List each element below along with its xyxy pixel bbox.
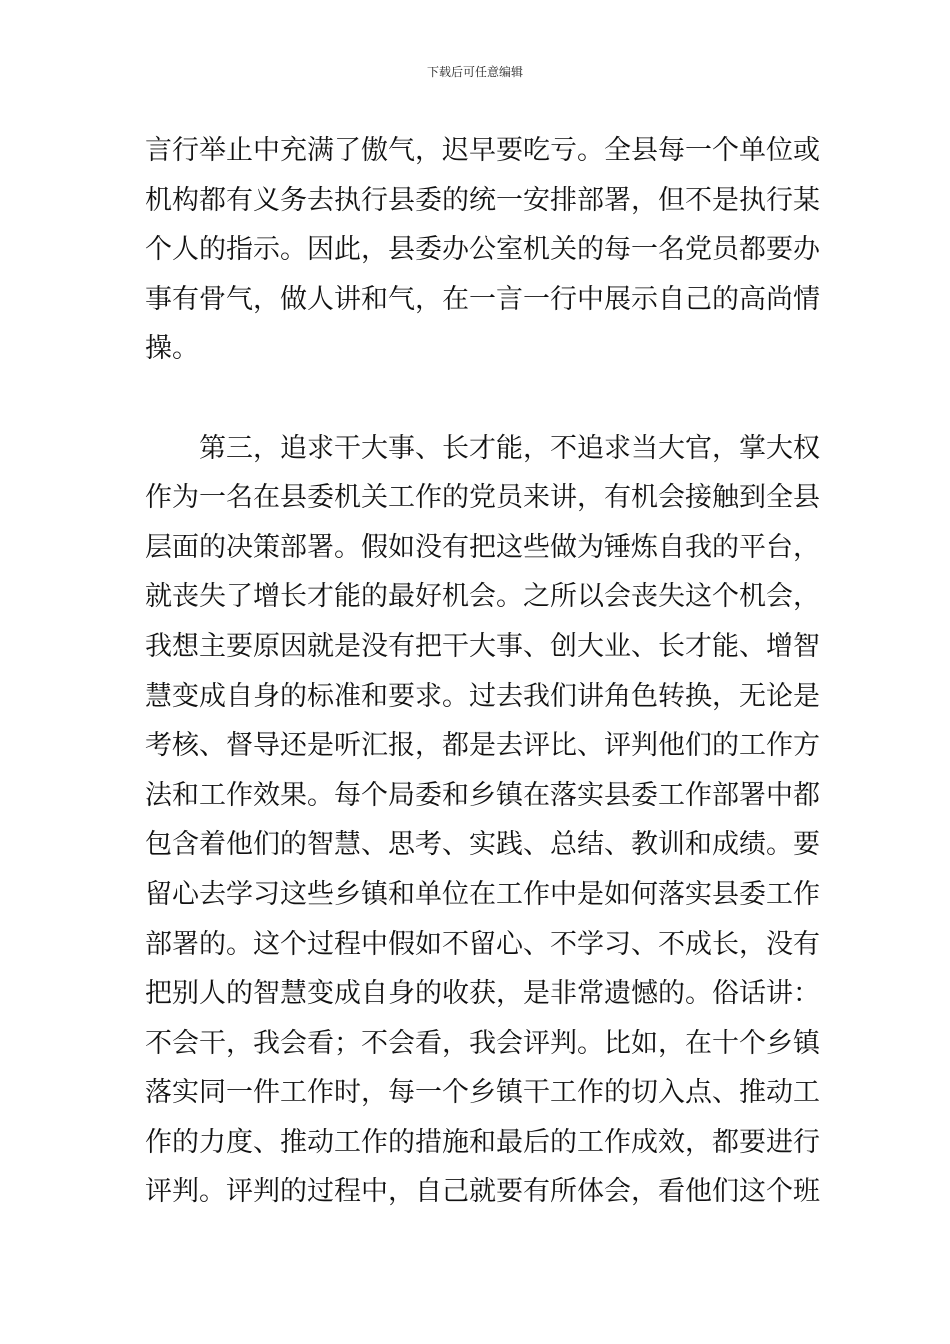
- text-line: 个人的指示。因此，县委办公室机关的每一名党员都要办: [145, 234, 820, 266]
- text-line: 我想主要原因就是没有把干大事、创大业、长才能、增智: [145, 630, 820, 662]
- document-body: [145, 126, 820, 1217]
- text-line: 事有骨气，做人讲和气，在一言一行中展示自己的高尚情: [145, 283, 820, 315]
- text-line: 评判。评判的过程中，自己就要有所体会，看他们这个班: [145, 1176, 820, 1208]
- text-line: 把别人的智慧变成自身的收获，是非常遗憾的。俗话讲：: [145, 978, 820, 1010]
- page-header: 下载后可任意编辑: [426, 65, 523, 79]
- text-line: 考核、督导还是听汇报，都是去评比、评判他们的工作方: [145, 730, 820, 762]
- text-line: 部署的。这个过程中假如不留心、不学习、不成长，没有: [145, 928, 820, 960]
- text-line: 留心去学习这些乡镇和单位在工作中是如何落实县委工作: [145, 878, 820, 910]
- paragraph-2: [145, 424, 820, 1218]
- text-line: 操。: [145, 333, 199, 365]
- text-line: 法和工作效果。每个局委和乡镇在落实县委工作部署中都: [145, 779, 820, 811]
- text-line: 慧变成自身的标准和要求。过去我们讲角色转换，无论是: [145, 680, 820, 712]
- text-line: 言行举止中充满了傲气，迟早要吃亏。全县每一个单位或: [145, 135, 820, 166]
- text-line: 第三，追求干大事、长才能，不追求当大官，掌大权: [145, 432, 820, 464]
- paragraph-1: [145, 126, 820, 374]
- text-line: 包含着他们的智慧、思考、实践、总结、教训和成绩。要: [145, 829, 820, 861]
- text-line: 不会干，我会看；不会看，我会评判。比如，在十个乡镇: [145, 1027, 820, 1059]
- text-line: 作的力度、推动工作的措施和最后的工作成效，都要进行: [145, 1126, 820, 1158]
- text-line: 就丧失了增长才能的最好机会。之所以会丧失这个机会，: [145, 581, 820, 613]
- text-line: 机构都有义务去执行县委的统一安排部署，但不是执行某: [145, 184, 820, 216]
- text-line: 作为一名在县委机关工作的党员来讲，有机会接触到全县: [145, 482, 820, 514]
- text-line: 落实同一件工作时，每一个乡镇干工作的切入点、推动工: [145, 1077, 820, 1109]
- text-line: 层面的决策部署。假如没有把这些做为锤炼自我的平台，: [145, 531, 820, 563]
- paragraph-spacer: [145, 374, 805, 424]
